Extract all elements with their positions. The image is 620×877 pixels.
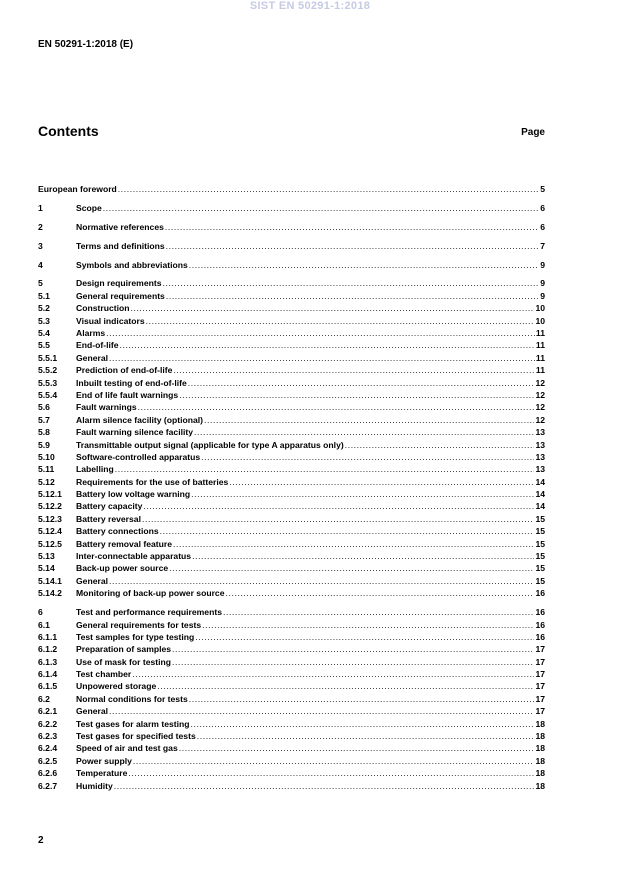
toc-leader-dots — [162, 277, 539, 289]
toc-entry-number: 2 — [38, 221, 43, 232]
toc-leader-dots — [128, 767, 534, 779]
toc-entry-page: 6 — [540, 202, 545, 213]
toc-entry[interactable] — [38, 339, 545, 351]
toc-entry-page: 14 — [535, 489, 545, 500]
toc-leader-dots — [109, 352, 535, 364]
toc-entry-number: 6.2.3 — [38, 731, 58, 742]
toc-entry-title: General — [76, 706, 109, 717]
toc-entry-title: Speed of air and test gas — [76, 743, 178, 754]
toc-leader-dots — [173, 364, 534, 376]
toc-leader-dots — [157, 680, 534, 692]
toc-leader-dots — [109, 705, 534, 717]
toc-entry-title: Visual indicators — [76, 315, 145, 326]
toc-entry-number: 5.11 — [38, 464, 55, 475]
toc-entry-page: 10 — [535, 303, 545, 314]
toc-entry-page: 14 — [535, 501, 545, 512]
toc-entry-number: 6.2.4 — [38, 743, 58, 754]
toc-entry-page: 18 — [535, 718, 545, 729]
toc-entry[interactable] — [38, 221, 545, 233]
toc-entry-number: 5 — [38, 278, 43, 289]
toc-entry-number: 5.13 — [38, 551, 55, 562]
toc-entry-page: 15 — [535, 526, 545, 537]
toc-entry-number: 5.5.4 — [38, 389, 58, 400]
toc-leader-dots — [179, 742, 535, 754]
toc-entry-number: 6.1.1 — [38, 631, 58, 642]
toc-entry-number: 6.2.5 — [38, 755, 58, 766]
toc-entry-page: 11 — [535, 340, 545, 351]
toc-entry[interactable] — [38, 538, 545, 550]
toc-entry-number: 5.2 — [38, 303, 50, 314]
toc-entry-page: 15 — [535, 538, 545, 549]
toc-entry-title: Fault warnings — [76, 402, 137, 413]
toc-entry-number: 5.12.3 — [38, 513, 62, 524]
toc-entry[interactable] — [38, 587, 545, 599]
toc-entry[interactable] — [38, 352, 545, 364]
toc-leader-dots — [132, 668, 534, 680]
toc-leader-dots — [172, 656, 534, 668]
toc-entry-page: 5 — [540, 184, 545, 194]
toc-entry-title: General — [76, 352, 109, 363]
toc-entry[interactable] — [38, 525, 545, 537]
toc-entry-title: General requirements — [76, 290, 165, 301]
toc-entry-page: 13 — [535, 439, 545, 450]
contents-title: Contents — [38, 123, 99, 139]
toc-entry-title: Use of mask for testing — [76, 656, 172, 667]
table-of-contents — [38, 183, 545, 792]
toc-entry[interactable] — [38, 755, 545, 767]
toc-entry[interactable] — [38, 575, 545, 587]
toc-entry-page: 18 — [535, 755, 545, 766]
toc-leader-dots — [197, 730, 535, 742]
toc-entry[interactable] — [38, 513, 545, 525]
toc-entry-number: 5.5.3 — [38, 377, 58, 388]
toc-entry-title: Battery low voltage warning — [76, 489, 191, 500]
toc-entry-page: 12 — [535, 389, 545, 400]
toc-entry-title: Normal conditions for tests — [76, 693, 188, 704]
toc-entry-title: Temperature — [76, 768, 128, 779]
toc-entry-title: Humidity — [76, 780, 113, 791]
toc-entry-number: 6.2.7 — [38, 780, 58, 791]
toc-entry-number: 6.2.2 — [38, 718, 58, 729]
toc-entry-page: 18 — [535, 743, 545, 754]
toc-leader-dots — [191, 718, 535, 730]
toc-leader-dots — [179, 389, 534, 401]
toc-entry-title: End-of-life — [76, 340, 119, 351]
toc-leader-dots — [103, 202, 539, 214]
watermark: SIST EN 50291-1:2018 — [249, 0, 371, 12]
toc-leader-dots — [189, 259, 539, 271]
toc-leader-dots — [204, 414, 534, 426]
toc-entry-title: Battery removal feature — [76, 538, 173, 549]
toc-entry-title: Test chamber — [76, 669, 132, 680]
toc-entry-title: Software-controlled apparatus — [76, 451, 201, 462]
toc-entry-number: 5.14.2 — [38, 588, 62, 599]
toc-entry[interactable] — [38, 463, 545, 475]
toc-entry[interactable] — [38, 488, 545, 500]
toc-entry-number: 5.12.1 — [38, 489, 62, 500]
toc-entry-number: 5.14 — [38, 563, 55, 574]
toc-entry-title: Transmittable output signal (applicable for type A apparatus only) — [76, 439, 344, 450]
toc-entry-number: 5.12.4 — [38, 526, 62, 537]
toc-entry-number: 5.3 — [38, 315, 50, 326]
toc-entry[interactable] — [38, 240, 545, 252]
toc-leader-dots — [195, 631, 534, 643]
toc-entry-page: 18 — [535, 731, 545, 742]
toc-entry-page: 9 — [540, 278, 545, 289]
toc-entry[interactable] — [38, 202, 545, 214]
toc-leader-dots — [173, 538, 534, 550]
toc-entry[interactable] — [38, 364, 545, 376]
toc-entry-page: 11 — [535, 328, 545, 339]
toc-entry[interactable] — [38, 631, 545, 643]
toc-entry-title: Scope — [76, 202, 102, 213]
toc-entry-page: 17 — [535, 656, 545, 667]
toc-leader-dots — [165, 221, 539, 233]
toc-entry-title: Test gases for specified tests — [76, 731, 196, 742]
toc-entry-page: 7 — [540, 240, 545, 251]
toc-entry-page: 16 — [535, 631, 545, 642]
toc-entry[interactable] — [38, 451, 545, 463]
page-number: 2 — [38, 835, 44, 846]
toc-entry-page: 15 — [535, 513, 545, 524]
toc-entry-number: 3 — [38, 240, 43, 251]
toc-leader-dots — [109, 575, 534, 587]
toc-entry-title: Fault warning silence facility — [76, 427, 194, 438]
toc-entry-number: 1 — [38, 202, 43, 213]
toc-entry-number: 5.1 — [38, 290, 50, 301]
toc-entry[interactable] — [38, 389, 545, 401]
toc-leader-dots — [146, 315, 535, 327]
toc-entry-number: 4 — [38, 259, 43, 270]
toc-entry[interactable] — [38, 290, 545, 302]
toc-entry[interactable] — [38, 656, 545, 668]
toc-leader-dots — [130, 302, 534, 314]
toc-entry-page: 15 — [535, 575, 545, 586]
toc-leader-dots — [192, 550, 534, 562]
toc-entry-title: Construction — [76, 303, 130, 314]
toc-leader-dots — [166, 240, 540, 252]
toc-entry-number: 6 — [38, 607, 43, 618]
toc-entry-page: 17 — [535, 669, 545, 680]
toc-entry-title: Prediction of end-of-life — [76, 365, 173, 376]
toc-entry-number: 5.10 — [38, 451, 55, 462]
toc-leader-dots — [345, 439, 535, 451]
toc-entry[interactable] — [38, 643, 545, 655]
toc-entry[interactable] — [38, 767, 545, 779]
toc-entry-page: 12 — [535, 402, 545, 413]
toc-entry-number: 6.2.1 — [38, 706, 58, 717]
toc-leader-dots — [142, 513, 534, 525]
toc-entry[interactable] — [38, 780, 545, 792]
toc-entry-page: 18 — [535, 780, 545, 791]
toc-entry-title: Test and performance requirements — [76, 607, 222, 618]
toc-entry[interactable] — [38, 668, 545, 680]
toc-leader-dots — [223, 606, 534, 618]
toc-entry-number: 6.2.6 — [38, 768, 58, 779]
toc-entry-page: 13 — [535, 427, 545, 438]
page-column-label: Page — [521, 127, 545, 138]
toc-entry[interactable] — [38, 302, 545, 314]
toc-entry-title: End of life fault warnings — [76, 389, 179, 400]
toc-entry-page: 17 — [535, 644, 545, 655]
toc-entry-number: 5.5.2 — [38, 365, 58, 376]
toc-leader-dots — [119, 339, 534, 351]
toc-entry-page: 16 — [535, 588, 545, 599]
toc-entry-number: 6.2 — [38, 693, 50, 704]
toc-entry-title: Monitoring of back-up power source — [76, 588, 225, 599]
toc-leader-dots — [229, 476, 534, 488]
toc-entry-page: 11 — [535, 352, 545, 363]
toc-entry-page: 17 — [535, 693, 545, 704]
toc-leader-dots — [138, 401, 535, 413]
toc-leader-dots — [114, 780, 535, 792]
toc-entry[interactable] — [38, 680, 545, 692]
toc-entry[interactable] — [38, 277, 545, 289]
toc-leader-dots — [118, 183, 539, 195]
toc-leader-dots — [169, 562, 534, 574]
toc-entry-title: Preparation of samples — [76, 644, 172, 655]
toc-leader-dots — [202, 619, 534, 631]
toc-entry-title: Inter-connectable apparatus — [76, 551, 192, 562]
toc-entry[interactable] — [38, 606, 545, 618]
toc-entry[interactable] — [38, 426, 545, 438]
toc-entry[interactable] — [38, 500, 545, 512]
toc-leader-dots — [106, 327, 535, 339]
toc-entry[interactable] — [38, 414, 545, 426]
toc-leader-dots — [133, 755, 535, 767]
toc-entry-number: 5.12.5 — [38, 538, 62, 549]
toc-entry[interactable] — [38, 619, 545, 631]
toc-entry-page: 18 — [535, 768, 545, 779]
toc-entry-title: Back-up power source — [76, 563, 169, 574]
toc-entry-title: Test samples for type testing — [76, 631, 195, 642]
toc-entry-title: Requirements for the use of batteries — [76, 476, 229, 487]
toc-entry[interactable] — [38, 259, 545, 271]
toc-entry-number: 6.1.3 — [38, 656, 58, 667]
document-id: EN 50291-1:2018 (E) — [38, 39, 134, 50]
toc-entry[interactable] — [38, 476, 545, 488]
toc-leader-dots — [226, 587, 535, 599]
toc-leader-dots — [191, 488, 534, 500]
toc-entry[interactable] — [38, 705, 545, 717]
toc-entry-title: Symbols and abbreviations — [76, 259, 188, 270]
toc-entry-number: 5.8 — [38, 427, 50, 438]
toc-entry[interactable] — [38, 693, 545, 705]
toc-entry-number: 6.1.2 — [38, 644, 58, 655]
toc-entry-title: Battery reversal — [76, 513, 141, 524]
toc-entry-page: 10 — [535, 315, 545, 326]
toc-entry[interactable] — [38, 550, 545, 562]
toc-entry-title: Test gases for alarm testing — [76, 718, 190, 729]
toc-entry-title: Alarms — [76, 328, 106, 339]
toc-entry-number: 5.7 — [38, 414, 50, 425]
toc-leader-dots — [166, 290, 539, 302]
toc-entry[interactable] — [38, 730, 545, 742]
toc-leader-dots — [143, 500, 534, 512]
toc-entry-number: 5.12.2 — [38, 501, 62, 512]
toc-leader-dots — [115, 463, 535, 475]
toc-entry-page: 15 — [535, 551, 545, 562]
toc-entry-number: 6.1.4 — [38, 669, 58, 680]
toc-leader-dots — [160, 525, 535, 537]
toc-entry-page: 11 — [535, 365, 545, 376]
toc-entry-page: 15 — [535, 563, 545, 574]
toc-entry[interactable] — [38, 315, 545, 327]
toc-entry-number: 5.5 — [38, 340, 50, 351]
toc-leader-dots — [194, 426, 534, 438]
toc-entry[interactable] — [38, 718, 545, 730]
toc-entry-title: Inbuilt testing of end-of-life — [76, 377, 187, 388]
toc-entry-page: 16 — [535, 619, 545, 630]
toc-entry-title: Terms and definitions — [76, 240, 165, 251]
toc-entry-title: European foreword — [38, 184, 117, 194]
toc-entry-number: 5.9 — [38, 439, 50, 450]
toc-entry-title: Labelling — [76, 464, 114, 475]
toc-leader-dots — [172, 643, 534, 655]
toc-entry-number: 5.5.1 — [38, 352, 58, 363]
toc-entry-title: Design requirements — [76, 278, 162, 289]
toc-entry-title: Battery connections — [76, 526, 159, 537]
toc-entry[interactable] — [38, 327, 545, 339]
toc-entry-title: Alarm silence facility (optional) — [76, 414, 204, 425]
toc-entry-page: 16 — [535, 607, 545, 618]
toc-entry-number: 5.14.1 — [38, 575, 62, 586]
toc-entry-page: 6 — [540, 221, 545, 232]
toc-entry[interactable] — [38, 377, 545, 389]
toc-entry-page: 9 — [540, 290, 545, 301]
toc-entry-page: 12 — [535, 377, 545, 388]
toc-entry-page: 12 — [535, 414, 545, 425]
toc-entry[interactable] — [38, 183, 545, 195]
toc-entry-title: General — [76, 575, 109, 586]
toc-entry-page: 17 — [535, 681, 545, 692]
toc-entry-number: 5.4 — [38, 328, 50, 339]
toc-entry-title: Unpowered storage — [76, 681, 157, 692]
toc-entry[interactable] — [38, 401, 545, 413]
toc-leader-dots — [201, 451, 534, 463]
toc-entry[interactable] — [38, 742, 545, 754]
toc-entry-title: Battery capacity — [76, 501, 143, 512]
toc-entry-number: 6.1 — [38, 619, 50, 630]
toc-entry-page: 13 — [535, 451, 545, 462]
toc-entry-page: 9 — [540, 259, 545, 270]
toc-entry-page: 14 — [535, 476, 545, 487]
toc-entry-page: 17 — [535, 706, 545, 717]
toc-leader-dots — [188, 377, 535, 389]
toc-entry[interactable] — [38, 439, 545, 451]
toc-entry-number: 5.6 — [38, 402, 50, 413]
toc-entry-number: 6.1.5 — [38, 681, 58, 692]
toc-entry-title: Normative references — [76, 221, 164, 232]
toc-entry-number: 5.12 — [38, 476, 55, 487]
toc-entry-title: General requirements for tests — [76, 619, 202, 630]
toc-leader-dots — [189, 693, 535, 705]
toc-entry[interactable] — [38, 562, 545, 574]
toc-entry-page: 13 — [535, 464, 545, 475]
toc-entry-title: Power supply — [76, 755, 132, 766]
